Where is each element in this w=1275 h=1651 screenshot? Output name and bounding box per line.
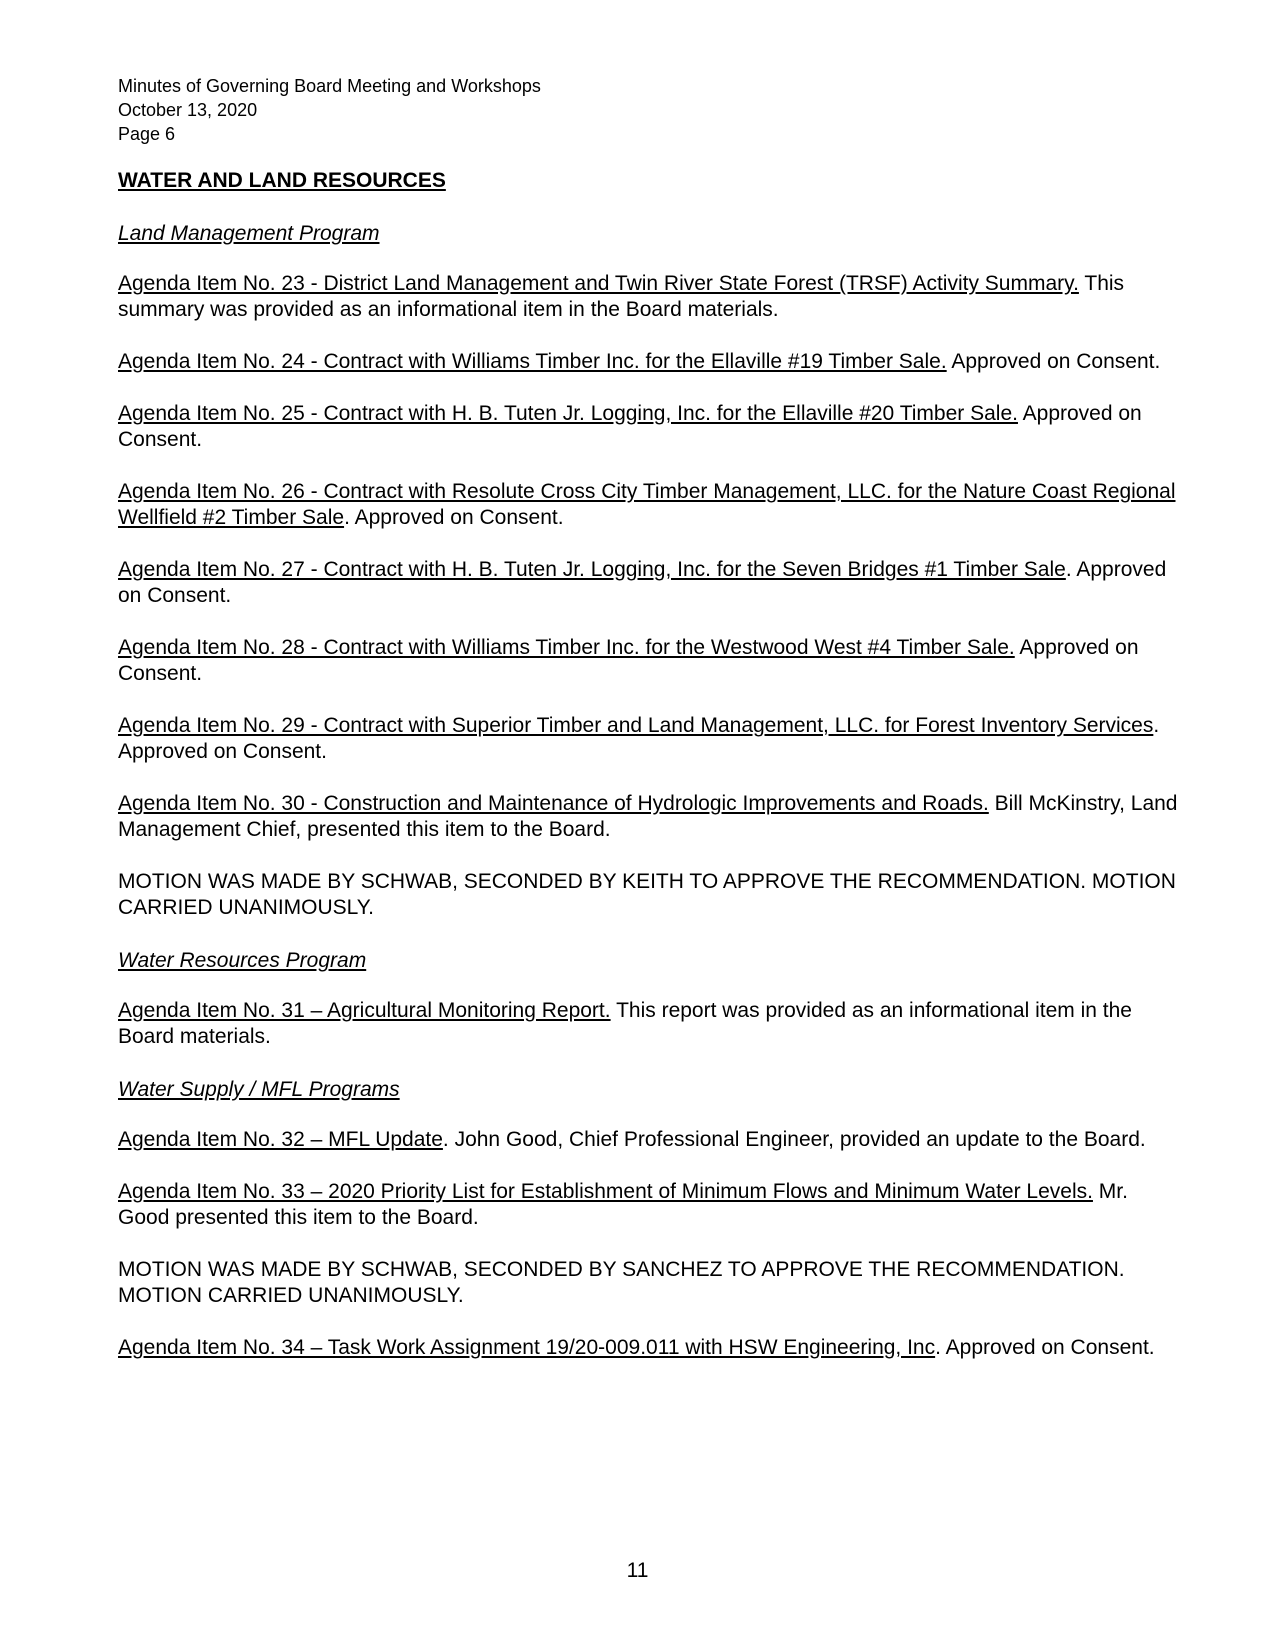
- program-heading-land: Land Management Program: [118, 222, 380, 245]
- agenda-item-title: Agenda Item No. 31 – Agricultural Monitoring Report.: [118, 999, 611, 1022]
- agenda-item-text: . Approved on Consent.: [118, 558, 1167, 607]
- agenda-item-text: Mr. Good presented this item to the Board.: [118, 1180, 1128, 1229]
- agenda-item-title: Agenda Item No. 28 - Contract with Williams Timber Inc. for the Westwood West #4 Timber Sale.: [118, 636, 1015, 659]
- agenda-item-text: Approved on Consent.: [946, 350, 1161, 373]
- agenda-item-30: [118, 791, 1178, 843]
- agenda-item-text: . Approved on Consent.: [935, 1336, 1155, 1359]
- agenda-item-title: Agenda Item No. 34 – Task Work Assignment 19/20-009.011 with HSW Engineering, Inc: [118, 1336, 936, 1359]
- agenda-item-text: . Approved on Consent.: [118, 714, 1160, 763]
- program-heading-supply: Water Supply / MFL Programs: [118, 1078, 400, 1101]
- agenda-item-text: Bill McKinstry, Land Management Chief, presented this item to the Board.: [118, 792, 1178, 841]
- document-title: Minutes of Governing Board Meeting and Workshops: [118, 76, 541, 96]
- agenda-item-title: Agenda Item No. 23 - District Land Management and Twin River State Forest (TRSF) Activity Summary.: [118, 272, 1079, 295]
- page-label: Page 6: [118, 124, 176, 144]
- agenda-item-24: [118, 349, 1178, 375]
- agenda-item-title: Agenda Item No. 24 - Contract with Williams Timber Inc. for the Ellaville #19 Timber Sale.: [118, 350, 947, 373]
- agenda-item-25: [118, 401, 1178, 453]
- agenda-item-title: Agenda Item No. 30 - Construction and Maintenance of Hydrologic Improvements and Roads.: [118, 792, 989, 815]
- agenda-item-28: [118, 635, 1178, 687]
- agenda-item-text: . John Good, Chief Professional Engineer, provided an update to the Board.: [442, 1128, 1146, 1151]
- agenda-item-text: This summary was provided as an informational item in the Board materials.: [118, 272, 1125, 321]
- section-title: WATER AND LAND RESOURCES: [118, 169, 446, 192]
- motion-land: MOTION WAS MADE BY SCHWAB, SECONDED BY KEITH TO APPROVE THE RECOMMENDATION. MOTION CARRIED UNANIMOUSLY.: [118, 870, 1176, 919]
- agenda-item-title: Agenda Item No. 29 - Contract with Superior Timber and Land Management, LLC. for Forest Inventory Services: [118, 714, 1154, 737]
- agenda-item-32: [118, 1127, 1178, 1153]
- agenda-item-text: Approved on Consent.: [118, 402, 1142, 451]
- agenda-item-title: Agenda Item No. 25 - Contract with H. B. Tuten Jr. Logging, Inc. for the Ellaville #20 Timber Sale.: [118, 402, 1018, 425]
- agenda-item-text: This report was provided as an informational item in the Board materials.: [118, 999, 1132, 1048]
- agenda-item-title: Agenda Item No. 32 – MFL Update: [118, 1128, 443, 1151]
- agenda-item-text: . Approved on Consent.: [344, 506, 564, 529]
- agenda-item-text: Approved on Consent.: [118, 636, 1139, 685]
- page-number: 11: [626, 1559, 649, 1582]
- agenda-item-23: [118, 271, 1178, 323]
- document-page: [118, 74, 1178, 1361]
- meeting-date: October 13, 2020: [118, 100, 258, 120]
- agenda-item-title: Agenda Item No. 33 – 2020 Priority List for Establishment of Minimum Flows and Minimum Water Levels.: [118, 1180, 1093, 1203]
- agenda-item-title: Agenda Item No. 26 - Contract with Resolute Cross City Timber Management, LLC. for the Nature Coast Regional Wellfield #2 Timber Sale: [118, 480, 1176, 529]
- agenda-item-33: [118, 1179, 1178, 1231]
- motion-supply: MOTION WAS MADE BY SCHWAB, SECONDED BY SANCHEZ TO APPROVE THE RECOMMENDATION. MOTION CARRIED UNANIMOUSLY.: [118, 1258, 1125, 1307]
- agenda-item-title: Agenda Item No. 27 - Contract with H. B. Tuten Jr. Logging, Inc. for the Seven Bridges #1 Timber Sale: [118, 558, 1066, 581]
- agenda-item-26: [118, 479, 1178, 531]
- program-heading-water: Water Resources Program: [118, 949, 367, 972]
- agenda-item-31: [118, 998, 1178, 1050]
- agenda-item-29: [118, 713, 1178, 765]
- agenda-item-27: [118, 557, 1178, 609]
- agenda-item-34: [118, 1335, 1178, 1361]
